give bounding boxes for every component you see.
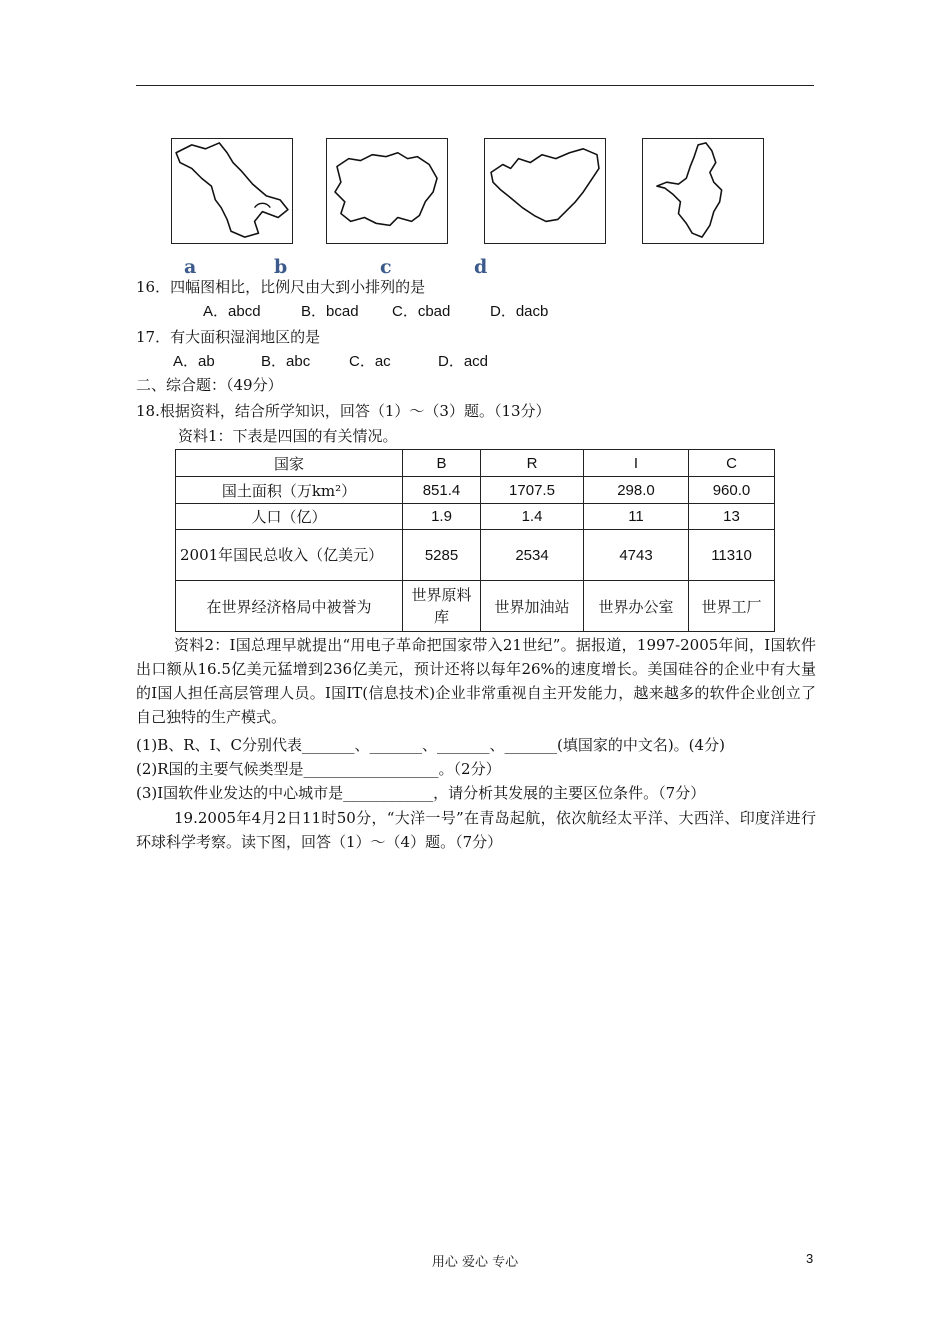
table-cell: 1.9: [403, 504, 481, 530]
q17-options: [173, 352, 488, 372]
map-label-d: d: [474, 256, 488, 278]
q17-option-d: D．acd: [438, 353, 489, 370]
province-outline-b: [327, 139, 447, 243]
section-2-heading: 二、综合题：（49分）: [136, 376, 283, 394]
map-d: [642, 138, 764, 244]
q18-material-1: 资料1：下表是四国的有关情况。: [178, 427, 398, 445]
q18-sub-question-1: (1)B、R、I、C分别代表_______、_______、_______、_______(填国家的中文名)。(4分): [136, 736, 725, 754]
table-header-cell: I: [584, 450, 689, 477]
table-cell: 世界工厂: [689, 581, 775, 632]
table-header-cell: B: [403, 450, 481, 477]
country-data-table: [175, 449, 775, 632]
q17-option-b: B．abc: [261, 353, 311, 370]
q16-option-a: A．abcd: [203, 303, 261, 320]
q16-options: [203, 302, 548, 322]
map-label-a: a: [184, 256, 197, 278]
map-c: [484, 138, 606, 244]
q17-option-a: A．ab: [173, 353, 215, 370]
page-number: 3: [806, 1251, 814, 1266]
q16-option-c: C．cbad: [392, 303, 451, 320]
table-header-row: [176, 450, 775, 477]
table-row-label: 在世界经济格局中被誉为: [176, 581, 403, 632]
table-cell: 世界办公室: [584, 581, 689, 632]
header-rule: [136, 85, 814, 86]
q18-sub-question-2: (2)R国的主要气候类型是__________________。（2分）: [136, 760, 501, 778]
q17-option-c: C．ac: [349, 353, 391, 370]
table-header-cell: 国家: [176, 450, 403, 477]
q18-sub-question-3: (3)I国软件业发达的中心城市是____________，请分析其发展的主要区位条件。（7分）: [136, 784, 706, 802]
table-cell: 世界原料库: [403, 581, 481, 632]
table-cell: 4743: [584, 530, 689, 581]
table-row-label: 2001年国民总收入（亿美元）: [176, 530, 403, 581]
province-outline-d: [643, 139, 763, 243]
table-cell: 11310: [689, 530, 775, 581]
table-row: [176, 504, 775, 530]
table-cell: 1707.5: [481, 477, 584, 504]
table-row: [176, 530, 775, 581]
table-row: [176, 477, 775, 504]
table-cell: 2534: [481, 530, 584, 581]
q18-stem: 18.根据资料，结合所学知识，回答（1）～（3）题。（13分）: [136, 402, 551, 420]
map-a: [171, 138, 293, 244]
map-b: [326, 138, 448, 244]
province-outline-a: [172, 139, 292, 243]
map-label-b: b: [274, 256, 288, 278]
q18-material-2: 资料2：I国总理早就提出“用电子革命把国家带入21世纪”。据报道，1997-2005年间，I国软件出口额从16.5亿美元猛增到236亿美元，预计还将以每年26%的速度增长。美国硅谷的企业中有大量的I国人担任高层管理人员。I国IT(信息技术)企业非常重视自主开发能力，越来越多的软件企业创立了自己独特的生产模式。: [136, 636, 816, 726]
map-label-c: c: [380, 256, 392, 278]
table-header-cell: R: [481, 450, 584, 477]
table-row-label: 国土面积（万km²）: [176, 477, 403, 504]
table-cell: 960.0: [689, 477, 775, 504]
table-cell: 5285: [403, 530, 481, 581]
table-cell: 851.4: [403, 477, 481, 504]
q19-stem: 19.2005年4月2日11时50分，“大洋一号”在青岛起航，依次航经太平洋、大西洋、印度洋进行环球科学考察。读下图，回答（1）～（4）题。（7分）: [136, 809, 816, 851]
table-cell: 11: [584, 504, 689, 530]
table-cell: 1.4: [481, 504, 584, 530]
q16-option-d: D．dacb: [490, 303, 549, 320]
province-outline-c: [485, 139, 605, 243]
table-cell: 298.0: [584, 477, 689, 504]
table-cell: 13: [689, 504, 775, 530]
table-row-label: 人口（亿）: [176, 504, 403, 530]
table-header-cell: C: [689, 450, 775, 477]
q16-option-b: B．bcad: [301, 303, 359, 320]
q17-stem: 17．有大面积湿润地区的是: [136, 328, 321, 346]
page-footer-motto: 用心 爱心 专心: [431, 1255, 519, 1270]
q16-stem: 16．四幅图相比，比例尺由大到小排列的是: [136, 278, 426, 296]
table-cell: 世界加油站: [481, 581, 584, 632]
table-row: [176, 581, 775, 632]
